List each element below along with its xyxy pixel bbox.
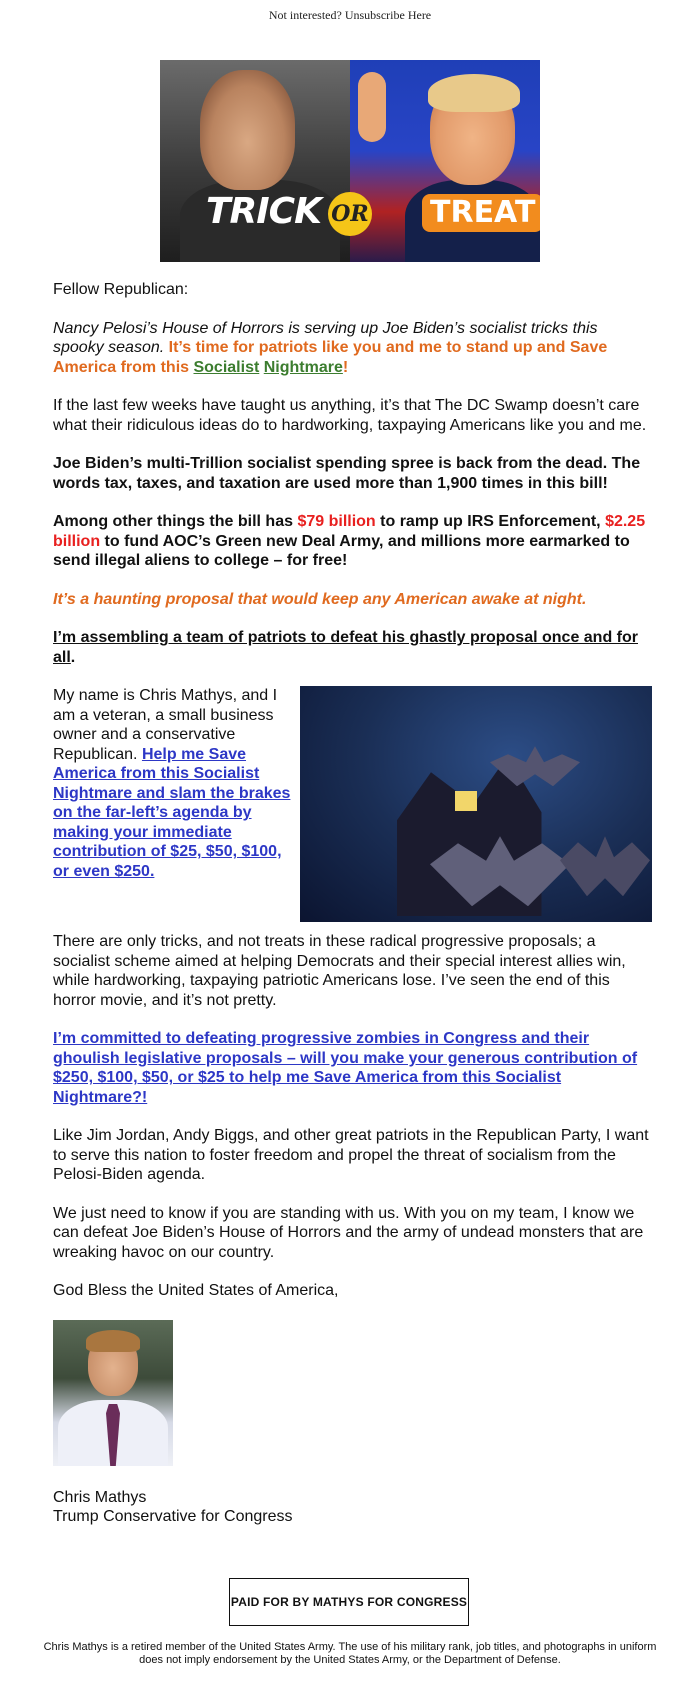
paragraph-tricks-not-treats: There are only tricks, and not treats in these radical progressive proposals; a socialist scheme aimed at helping Democrats and their special interest allies win, while hardworking, taxpaying patriotic Americans lose. I’ve seen the end of this horror movie, and it’s not pretty.	[53, 933, 626, 1009]
salutation: Fellow Republican:	[53, 281, 189, 298]
headshot-hair	[86, 1330, 140, 1352]
hero-figure-left-head	[200, 70, 295, 190]
paragraph-standing-with-us: We just need to know if you are standing with us. With you on my team, I know we can defeat Joe Biden’s House of Horrors and the army of undead monsters that are wreaking havoc on our country.	[53, 1204, 644, 1261]
paragraph-introduction	[53, 686, 293, 881]
unsubscribe-bar	[0, 0, 700, 26]
hero-image-trick-or-treat	[160, 60, 540, 262]
signer-headshot	[53, 1320, 173, 1466]
paid-for-box: PAID FOR BY MATHYS FOR CONGRESS	[229, 1578, 469, 1626]
closing-line: God Bless the United States of America,	[53, 1282, 339, 1300]
assembling-team-underlined: I’m assembling a team of patriots to defeat his ghastly proposal once and for all	[53, 629, 638, 666]
unsubscribe-link[interactable]: Not interested? Unsubscribe Here	[268, 8, 432, 22]
letter-body	[53, 280, 651, 1527]
hero-treat-label: TREAT	[422, 194, 540, 232]
intro-exclamation: !	[342, 358, 349, 376]
contribution-link-1[interactable]: Help me Save America from this Socialist Nightmare and slam the brakes on the far-left’s agenda by making your immediate contribution of $25, $50, $100, or even $250.	[53, 745, 291, 880]
hero-or-badge: OR	[328, 192, 372, 236]
bill-text-b: to ramp up IRS Enforcement,	[375, 513, 606, 531]
thumbs-up-icon	[358, 72, 386, 142]
military-disclaimer: Chris Mathys is a retired member of the United States Army. The use of his military rank, job titles, and photographs in uniform does not imply endorsement by the United States Army, or the Department of Defense.	[43, 1641, 657, 1667]
bill-text-a: Among other things the bill has	[53, 513, 298, 531]
nightmare-link[interactable]: Nightmare	[263, 358, 343, 376]
introduction-text: My name is Chris Mathys, and I am a veteran, a small business owner and a conservative Republican.	[53, 687, 278, 763]
contribution-link-2[interactable]: I’m committed to defeating progressive zombies in Congress and their ghoulish legislative proposals – will you make your generous contribution of $250, $100, $50, or $25 to help me Save America from this Socialist Nightmare?!	[53, 1030, 638, 1106]
paragraph-dc-swamp: If the last few weeks have taught us anything, it’s that The DC Swamp doesn’t care what their ridiculous ideas do to hardworking, taxpaying Americans like you and me.	[53, 397, 647, 434]
assembling-team-period: .	[70, 648, 76, 666]
haunted-house-image	[300, 686, 652, 922]
paragraph-assembling-team	[53, 628, 651, 667]
hero-trick-label: TRICK	[206, 191, 321, 232]
hero-figure-right-hair	[428, 74, 520, 112]
paragraph-haunting: It’s a haunting proposal that would keep any American awake at night.	[53, 590, 587, 608]
bat-icon	[560, 836, 650, 896]
intro-with-image	[53, 686, 651, 926]
paragraph-intro	[53, 319, 651, 378]
lit-window	[455, 791, 477, 811]
signer-title: Trump Conservative for Congress	[53, 1508, 293, 1526]
paragraph-patriots: Like Jim Jordan, Andy Biggs, and other great patriots in the Republican Party, I want to serve this nation to foster freedom and propel the threat of socialism from the Pelosi-Biden agenda.	[53, 1127, 649, 1184]
signer-name: Chris Mathys	[53, 1488, 147, 1506]
intro-italic-text: Nancy Pelosi’s House of Horrors is serving up Joe Biden’s socialist tricks this spooky season.	[53, 319, 598, 357]
bill-text-c: to fund AOC’s Green new Deal Army, and millions more earmarked to send illegal aliens to college – for free!	[53, 532, 630, 570]
irs-amount: $79 billion	[297, 513, 376, 531]
socialist-link[interactable]: Socialist	[193, 358, 260, 376]
intro-orange-text: It’s time for patriots like you and me to stand up and Save America from this	[53, 339, 608, 376]
green-deal-amount: $2.25 billion	[53, 513, 646, 550]
paragraph-bill-details	[53, 512, 651, 571]
paragraph-spending-spree: Joe Biden’s multi-Trillion socialist spending spree is back from the dead. The words tax, taxes, and taxation are used more than 1,900 times in this bill!	[53, 455, 641, 492]
paragraph-committed	[53, 1029, 651, 1107]
